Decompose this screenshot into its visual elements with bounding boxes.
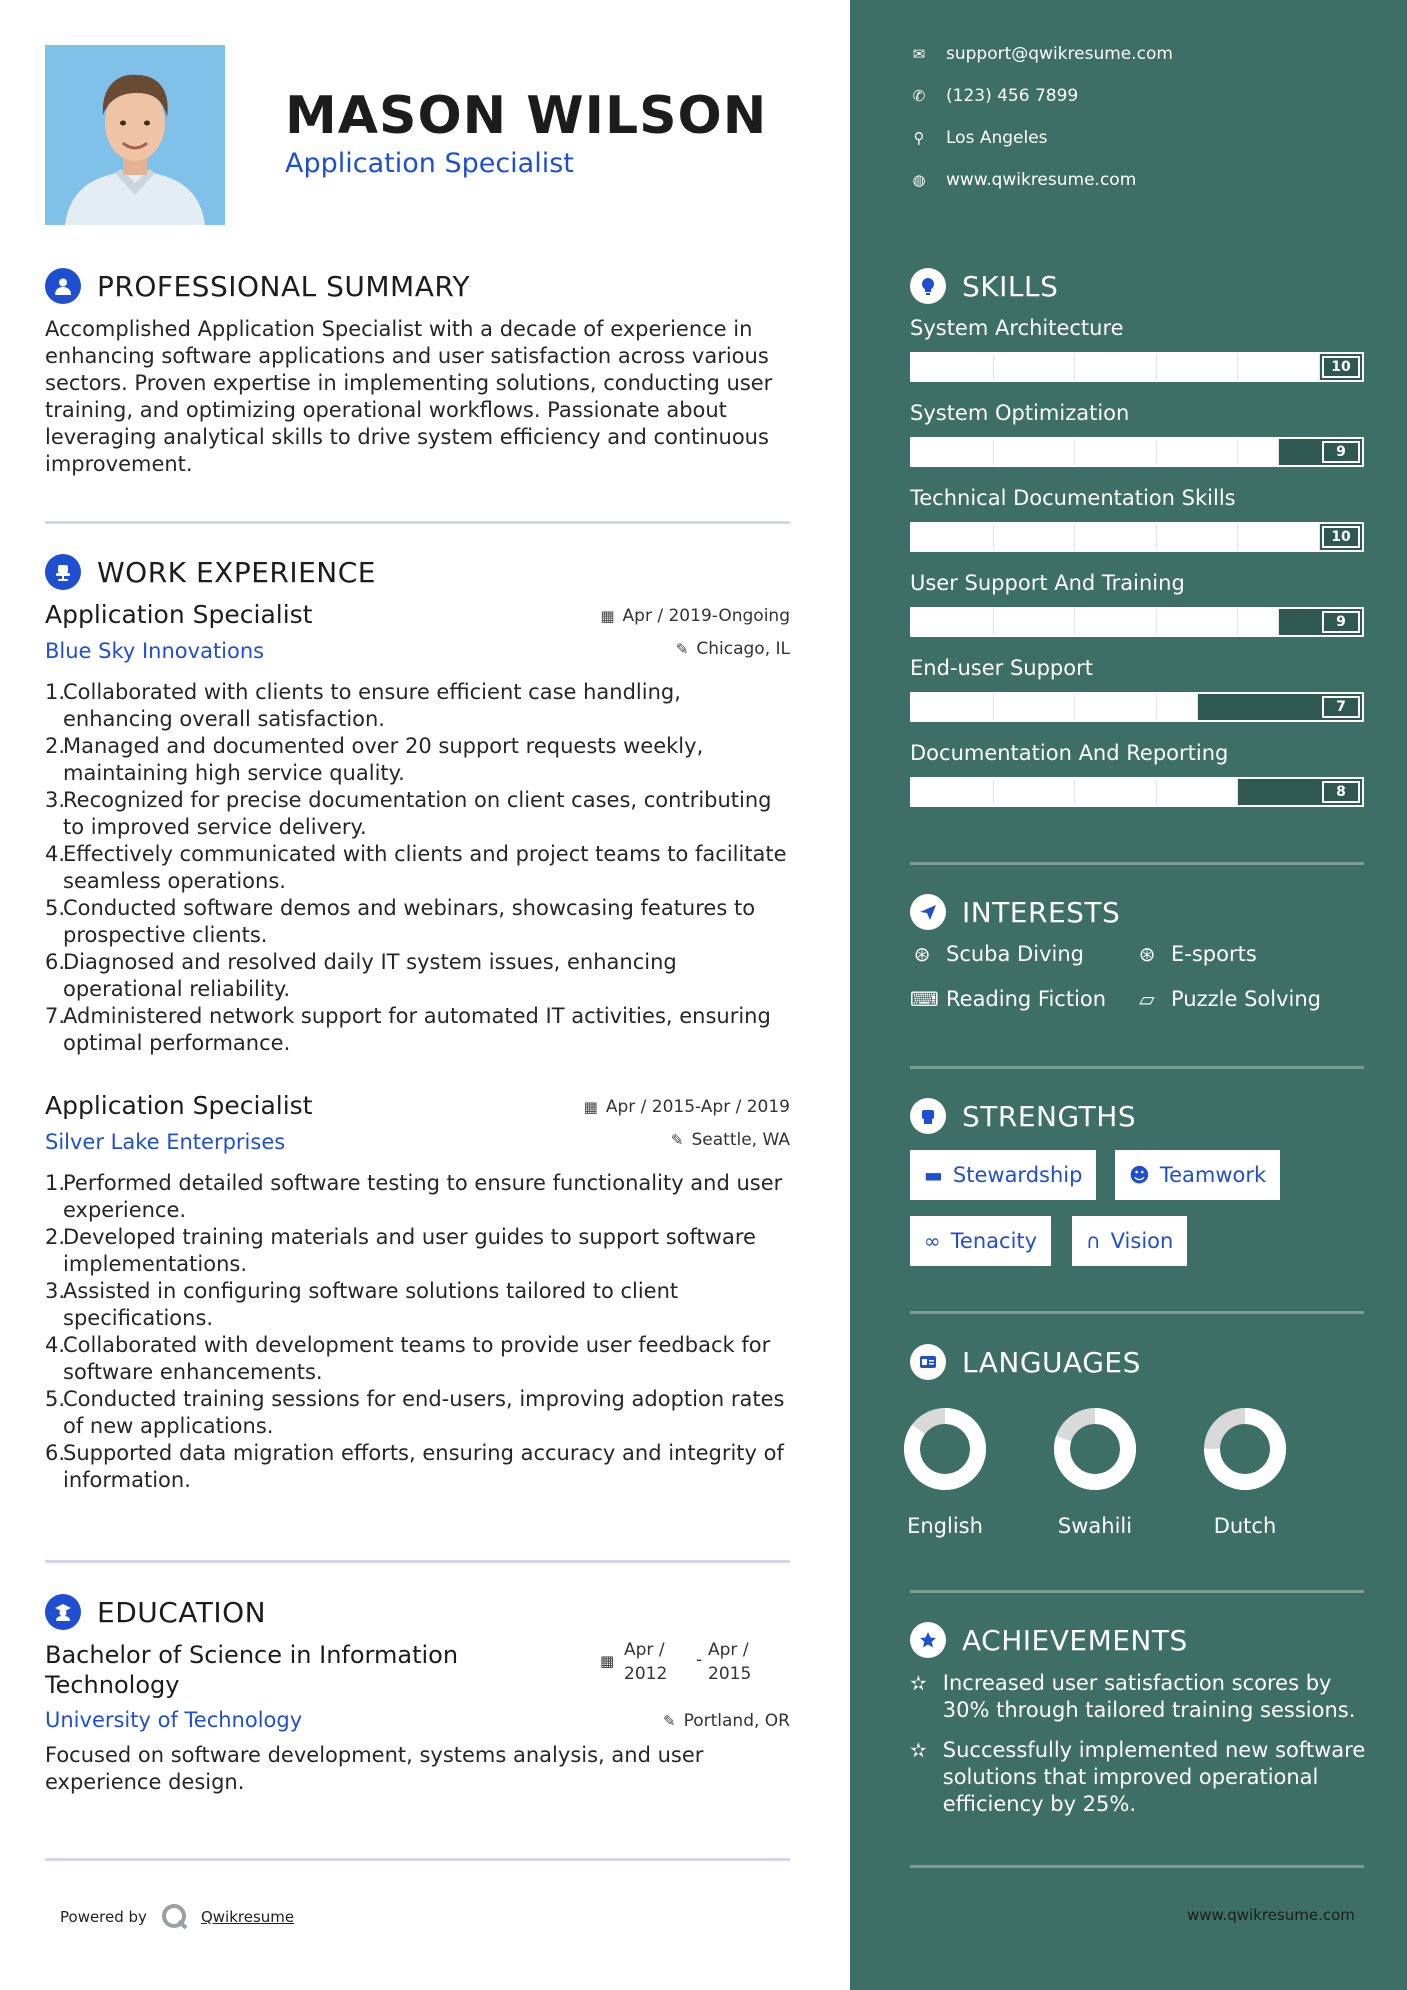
section-divider — [910, 1865, 1364, 1868]
skill-segment — [912, 694, 994, 720]
lightbulb-icon — [910, 268, 946, 304]
skill-bar — [910, 607, 1364, 637]
skill-segment — [1238, 609, 1320, 635]
skill-bar — [910, 437, 1364, 467]
qwikresume-link[interactable]: Qwikresume — [200, 1908, 295, 1926]
job-meta — [600, 606, 790, 659]
skill-segment — [1075, 694, 1157, 720]
strength-badge: ∩ Vision — [1072, 1216, 1187, 1266]
language-ring — [1202, 1406, 1288, 1492]
shooting-star-icon: ✫ — [910, 1738, 927, 1762]
skill-fill — [1238, 439, 1279, 465]
education-description: Focused on software development, systems analysis, and user experience design. — [45, 1743, 704, 1794]
phone-icon: ✆ — [912, 87, 926, 105]
skill-fill — [912, 524, 994, 550]
map-pin-icon: ⚲ — [913, 129, 925, 147]
skill-segment — [1157, 609, 1239, 635]
education-dates: ▦ Apr / 2012 - Apr / 2015 — [600, 1640, 752, 1684]
skill-bar — [910, 352, 1364, 382]
gamepad-icon: ⌨ — [910, 987, 939, 1011]
job-title: Application Specialist — [45, 1091, 313, 1120]
skill-bar — [910, 522, 1364, 552]
paper-plane-icon — [910, 894, 946, 930]
skill-level: 10 — [1322, 526, 1360, 548]
language-item — [890, 1406, 1000, 1538]
degree-line-1: Bachelor of Science in Information — [45, 1641, 459, 1669]
skill-segment — [1157, 439, 1239, 465]
language-name: English — [907, 1514, 983, 1538]
skill-level: 9 — [1322, 611, 1360, 633]
skill-fill — [994, 354, 1076, 380]
skill-fill — [1157, 354, 1239, 380]
skill-segment — [994, 354, 1076, 380]
pin-icon: ✎ — [663, 1712, 676, 1730]
interest-item: ▱ Puzzle Solving — [1135, 987, 1321, 1011]
contact-email[interactable]: ✉ support@qwikresume.com — [910, 44, 1173, 64]
skill-fill — [1075, 779, 1157, 805]
skill-fill — [1157, 694, 1198, 720]
skill-fill — [912, 694, 994, 720]
skill-segment — [1075, 609, 1157, 635]
languages-heading: LANGUAGES — [962, 1345, 1141, 1379]
sidebar — [850, 0, 1407, 1990]
language-ring — [902, 1406, 988, 1492]
skill-fill — [1075, 354, 1157, 380]
strength-badge: ∞ Tenacity — [910, 1216, 1051, 1266]
list-item: 2. Developed training materials and user guides to support software implementations. — [45, 1225, 756, 1276]
interests-header — [910, 894, 1120, 930]
list-item: 3. Assisted in configuring software solutions tailored to client specifications. — [45, 1279, 679, 1330]
education-location: ✎ Portland, OR — [663, 1711, 790, 1731]
list-item: 7. Administered network support for automated IT activities, ensuring optimal performance. — [45, 1004, 771, 1055]
achievements-heading: ACHIEVEMENTS — [962, 1623, 1188, 1657]
skill-level: 8 — [1322, 781, 1360, 803]
strengths-heading: STRENGTHS — [962, 1099, 1137, 1133]
skill-fill — [912, 609, 994, 635]
degree-line-2: Technology — [45, 1671, 180, 1699]
interests-heading: INTERESTS — [962, 895, 1121, 929]
job-location: Seattle, WA — [691, 1130, 790, 1150]
job-company: Silver Lake Enterprises — [45, 1130, 286, 1154]
skill-segment — [1238, 694, 1320, 720]
language-item — [1190, 1406, 1300, 1538]
section-divider — [910, 1066, 1364, 1069]
job-bullets — [45, 1170, 790, 1494]
language-name: Swahili — [1057, 1514, 1133, 1538]
skill-segment — [912, 439, 994, 465]
skill-fill — [1075, 439, 1157, 465]
skill-segment — [1238, 354, 1320, 380]
skill-segment — [994, 779, 1076, 805]
skill-fill — [1238, 354, 1320, 380]
lifebuoy-icon: ⊛ — [913, 942, 931, 966]
skill-segment — [912, 354, 994, 380]
achievements-header — [910, 1622, 1188, 1658]
list-item: 4. Effectively communicated with clients and project teams to facilitate seamless operations. — [45, 842, 787, 893]
star-icon — [910, 1622, 946, 1658]
job-bullets — [45, 679, 790, 1057]
contact-website[interactable]: ◍ www.qwikresume.com — [910, 170, 1136, 190]
skill-name: Documentation And Reporting — [910, 741, 1229, 765]
powered-by: Powered by Qwikresume — [60, 1903, 294, 1931]
skill-segment — [1075, 779, 1157, 805]
job-entry — [45, 600, 790, 1057]
school-name: University of Technology — [45, 1708, 303, 1732]
list-item: 6. Diagnosed and resolved daily IT system issues, enhancing operational reliability. — [45, 950, 677, 1001]
skill-segment — [912, 609, 994, 635]
briefcase-chair-icon — [45, 554, 81, 590]
strength-badge: ▬ Stewardship — [910, 1150, 1096, 1200]
skill-segment — [994, 524, 1076, 550]
job-title: Application Specialist — [45, 600, 313, 629]
job-company: Blue Sky Innovations — [45, 639, 265, 663]
profile-photo — [45, 45, 225, 225]
book-icon: ▱ — [1139, 987, 1155, 1011]
skills-heading: SKILLS — [962, 269, 1059, 303]
section-divider — [45, 1858, 790, 1861]
footer-website[interactable]: www.qwikresume.com — [1187, 1906, 1355, 1924]
users-icon: ☻ — [1129, 1163, 1150, 1187]
lifebuoy-icon: ⊛ — [1138, 942, 1156, 966]
experience-header — [45, 554, 376, 590]
language-name: Dutch — [1213, 1514, 1277, 1538]
list-item: 5. Conducted software demos and webinars, showcasing features to prospective clients. — [45, 896, 756, 947]
experience-heading: WORK EXPERIENCE — [97, 555, 376, 589]
skill-level: 7 — [1322, 696, 1360, 718]
skill-fill — [912, 439, 994, 465]
skill-fill — [994, 779, 1076, 805]
qwikresume-logo-icon — [161, 1903, 189, 1931]
shooting-star-icon: ✫ — [910, 1671, 927, 1695]
job-location: Chicago, IL — [696, 639, 790, 659]
job-dates: Apr / 2019-Ongoing — [622, 606, 790, 626]
list-item: 5. Conducted training sessions for end-users, improving adoption rates of new applications. — [45, 1387, 785, 1438]
interest-item: ⌨ Reading Fiction — [910, 987, 1107, 1011]
list-item: 1. Performed detailed software testing to ensure functionality and user experience. — [45, 1171, 783, 1222]
list-item: 1. Collaborated with clients to ensure efficient case handling, enhancing overall satisfaction. — [45, 680, 681, 731]
contact-phone[interactable]: ✆ (123) 456 7899 — [910, 86, 1078, 106]
language-item — [1040, 1406, 1150, 1538]
education-entry — [45, 1640, 790, 1820]
skill-name: System Architecture — [910, 316, 1124, 340]
skill-fill — [1238, 609, 1279, 635]
list-item: 2. Managed and documented over 20 support requests weekly, maintaining high service quality. — [45, 734, 704, 785]
section-divider — [910, 1590, 1364, 1593]
skill-fill — [1075, 609, 1157, 635]
interest-item: ⊛ E-sports — [1135, 942, 1257, 966]
section-divider — [910, 1311, 1364, 1314]
skill-name: System Optimization — [910, 401, 1130, 425]
user-icon — [45, 268, 81, 304]
skill-name: Technical Documentation Skills — [910, 486, 1236, 510]
summary-text: Accomplished Application Specialist with a decade of experience in enhancing software applications and user satisfaction across various sectors. Proven expertise in implementing solutions, conducting user training, and optimizing operational workflows. Passionate about leveraging analytical skills to drive system efficiency and continuous improvement. — [45, 317, 773, 476]
skill-segment — [1238, 779, 1320, 805]
language-icon — [910, 1344, 946, 1380]
list-item: 4. Collaborated with development teams to provide user feedback for software enhancements. — [45, 1333, 771, 1384]
skill-fill — [1157, 439, 1239, 465]
skill-level: 10 — [1322, 356, 1360, 378]
pin-icon: ✎ — [670, 1131, 684, 1149]
calendar-icon: ▦ — [600, 607, 615, 625]
education-heading: EDUCATION — [97, 1595, 267, 1629]
list-item: 3. Recognized for precise documentation on client cases, contributing to improved service delivery. — [45, 788, 772, 839]
skill-bar — [910, 777, 1364, 807]
skill-segment — [912, 779, 994, 805]
calendar-icon: ▦ — [600, 1652, 615, 1670]
candidate-title: Application Specialist — [285, 148, 574, 179]
skill-fill — [1075, 694, 1157, 720]
section-divider — [45, 1560, 790, 1563]
skill-fill — [994, 609, 1076, 635]
skill-fill — [994, 524, 1076, 550]
envelope-icon: ✉ — [912, 45, 926, 63]
skill-segment — [1238, 439, 1320, 465]
skill-segment — [1157, 779, 1239, 805]
summary-header — [45, 268, 470, 304]
skill-level: 9 — [1322, 441, 1360, 463]
contact-location: ⚲ Los Angeles — [910, 128, 1048, 148]
skill-segment — [994, 439, 1076, 465]
section-divider — [910, 862, 1364, 865]
briefcase-icon: ▬ — [924, 1163, 943, 1187]
summary-heading: PROFESSIONAL SUMMARY — [97, 269, 471, 303]
skill-name: User Support And Training — [910, 571, 1185, 595]
candidate-name: MASON WILSON — [285, 86, 768, 146]
skills-header — [910, 268, 1058, 304]
skill-fill — [912, 354, 994, 380]
skill-fill — [1157, 779, 1238, 805]
skill-fill — [994, 439, 1076, 465]
graduate-icon — [45, 1594, 81, 1630]
skill-segment — [1075, 439, 1157, 465]
skill-name: End-user Support — [910, 656, 1093, 680]
globe-icon: ◍ — [912, 171, 926, 189]
skill-bar — [910, 692, 1364, 722]
strength-badge: ☻ Teamwork — [1115, 1150, 1280, 1200]
skill-segment — [1157, 694, 1239, 720]
fist-icon — [910, 1098, 946, 1134]
achievement-item: ✫ Successfully implemented new software solutions that improved operational efficiency by 25%. — [910, 1738, 1366, 1816]
skill-segment — [1238, 524, 1320, 550]
language-ring — [1052, 1406, 1138, 1492]
skill-fill — [994, 694, 1076, 720]
skill-fill — [1238, 524, 1320, 550]
job-dates: Apr / 2015-Apr / 2019 — [605, 1097, 790, 1117]
skill-segment — [1075, 354, 1157, 380]
skill-segment — [1075, 524, 1157, 550]
job-entry — [45, 1091, 790, 1494]
list-item: 6. Supported data migration efforts, ensuring accuracy and integrity of information. — [45, 1441, 784, 1492]
skill-segment — [912, 524, 994, 550]
pin-icon: ✎ — [675, 640, 689, 658]
skill-segment — [1157, 524, 1239, 550]
skill-fill — [912, 779, 994, 805]
skill-segment — [994, 694, 1076, 720]
education-header — [45, 1594, 266, 1630]
skill-fill — [1157, 609, 1239, 635]
strengths-header — [910, 1098, 1136, 1134]
skill-segment — [994, 609, 1076, 635]
skill-fill — [1075, 524, 1157, 550]
calendar-icon: ▦ — [583, 1098, 598, 1116]
binoculars-icon: ∩ — [1086, 1229, 1101, 1253]
skill-fill — [1157, 524, 1239, 550]
job-meta — [584, 1097, 790, 1150]
link-icon: ∞ — [924, 1229, 941, 1253]
interest-item: ⊛ Scuba Diving — [910, 942, 1084, 966]
languages-header — [910, 1344, 1141, 1380]
skill-segment — [1157, 354, 1239, 380]
section-divider — [45, 521, 790, 524]
achievement-item: ✫ Increased user satisfaction scores by 30% through tailored training sessions. — [910, 1671, 1356, 1722]
